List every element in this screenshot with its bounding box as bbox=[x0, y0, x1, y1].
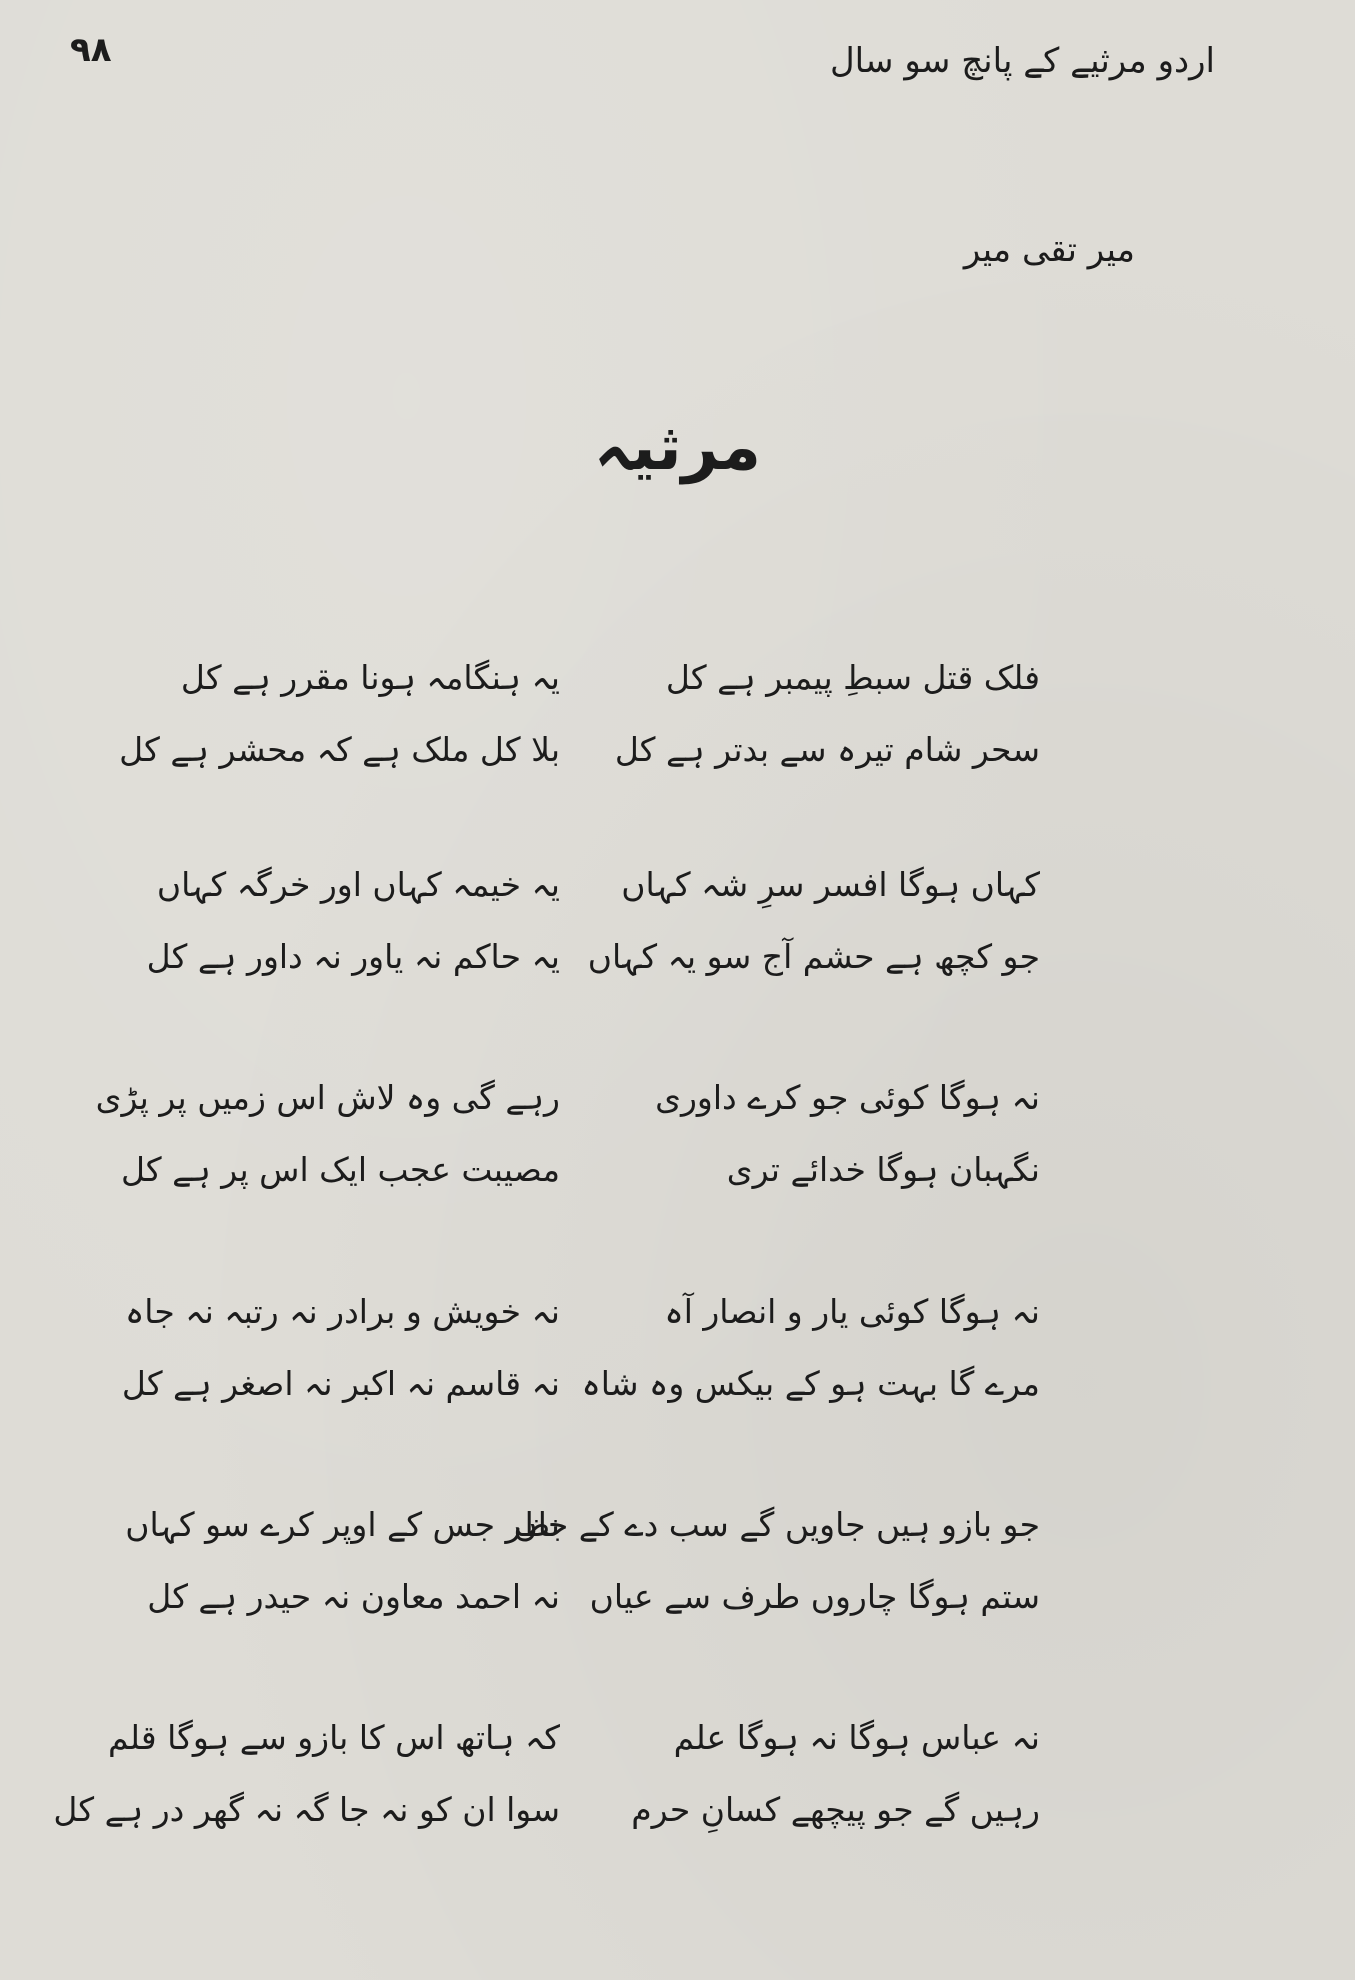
misra-left: نہ خویش و برادر نہ رتبہ نہ جاہ bbox=[124, 1292, 560, 1331]
couplet-line bbox=[121, 1354, 1040, 1414]
misra-right: نگہبان ہوگا خدائے تری bbox=[726, 1150, 1040, 1189]
misra-right: ستم ہوگا چاروں طرف سے عیاں bbox=[589, 1577, 1040, 1616]
couplet-line bbox=[146, 927, 1040, 987]
couplet-line bbox=[119, 720, 1040, 780]
misra-left: بلا کل ملک ہے کہ محشر ہے کل bbox=[119, 730, 560, 769]
page-number: ۹۸ bbox=[70, 30, 112, 70]
misra-right: جو بازو ہیں جاویں گے سب دے کے جاں bbox=[513, 1505, 1040, 1544]
misra-right: فلک قتل سبطِ پیمبر ہے کل bbox=[665, 658, 1040, 697]
misra-right: کہاں ہوگا افسر سرِ شہ کہاں bbox=[621, 865, 1040, 904]
stanza bbox=[53, 1708, 1040, 1858]
couplet-line bbox=[95, 1068, 1040, 1128]
stanza bbox=[146, 855, 1040, 1005]
misra-left: رہے گی وہ لاش اس زمیں پر پڑی bbox=[95, 1078, 560, 1117]
couplet-line bbox=[107, 1708, 1040, 1768]
misra-right: رہیں گے جو پیچھے کسانِ حرم bbox=[631, 1790, 1040, 1829]
stanza bbox=[121, 1282, 1040, 1432]
couplet-line bbox=[124, 1282, 1040, 1342]
misra-left: یہ خیمہ کہاں اور خرگہ کہاں bbox=[156, 865, 560, 904]
misra-left: مصیبت عجب ایک اس پر ہے کل bbox=[120, 1150, 560, 1189]
couplet-line bbox=[156, 855, 1040, 915]
misra-left: نہ احمد معاون نہ حیدر ہے کل bbox=[147, 1577, 560, 1616]
poem-title: مرثیہ bbox=[593, 411, 762, 485]
stanza bbox=[119, 648, 1040, 798]
couplet-line bbox=[120, 1140, 1040, 1200]
stanza bbox=[95, 1068, 1040, 1218]
misra-left: نہ قاسم نہ اکبر نہ اصغر ہے کل bbox=[121, 1364, 560, 1403]
misra-left: یہ ہنگامہ ہونا مقرر ہے کل bbox=[180, 658, 560, 697]
couplet-line bbox=[125, 1495, 1040, 1555]
author-name: میر تقی میر bbox=[963, 230, 1135, 270]
misra-right: نہ ہوگا کوئی جو کرے داوری bbox=[655, 1078, 1040, 1117]
misra-right: نہ عباس ہوگا نہ ہوگا علم bbox=[673, 1718, 1040, 1757]
misra-right: سحر شام تیرہ سے بدتر ہے کل bbox=[614, 730, 1040, 769]
misra-right: جو کچھ ہے حشم آج سو یہ کہاں bbox=[587, 937, 1040, 976]
couplet-line bbox=[147, 1567, 1040, 1627]
misra-left: کہ ہاتھ اس کا بازو سے ہوگا قلم bbox=[107, 1718, 560, 1757]
running-head: اردو مرثیے کے پانچ سو سال bbox=[829, 41, 1215, 81]
couplet-line bbox=[53, 1780, 1040, 1840]
misra-left: یہ حاکم نہ یاور نہ داور ہے کل bbox=[146, 937, 560, 976]
misra-left: سوا ان کو نہ جا گہ نہ گھر در ہے کل bbox=[53, 1790, 560, 1829]
misra-left: نظر جس کے اوپر کرے سو کہاں bbox=[125, 1505, 560, 1544]
misra-right: نہ ہوگا کوئی یار و انصار آہ bbox=[664, 1292, 1040, 1331]
misra-right: مرے گا بہت ہو کے بیکس وہ شاہ bbox=[581, 1364, 1040, 1403]
stanza bbox=[125, 1495, 1040, 1645]
couplet-line bbox=[180, 648, 1040, 708]
